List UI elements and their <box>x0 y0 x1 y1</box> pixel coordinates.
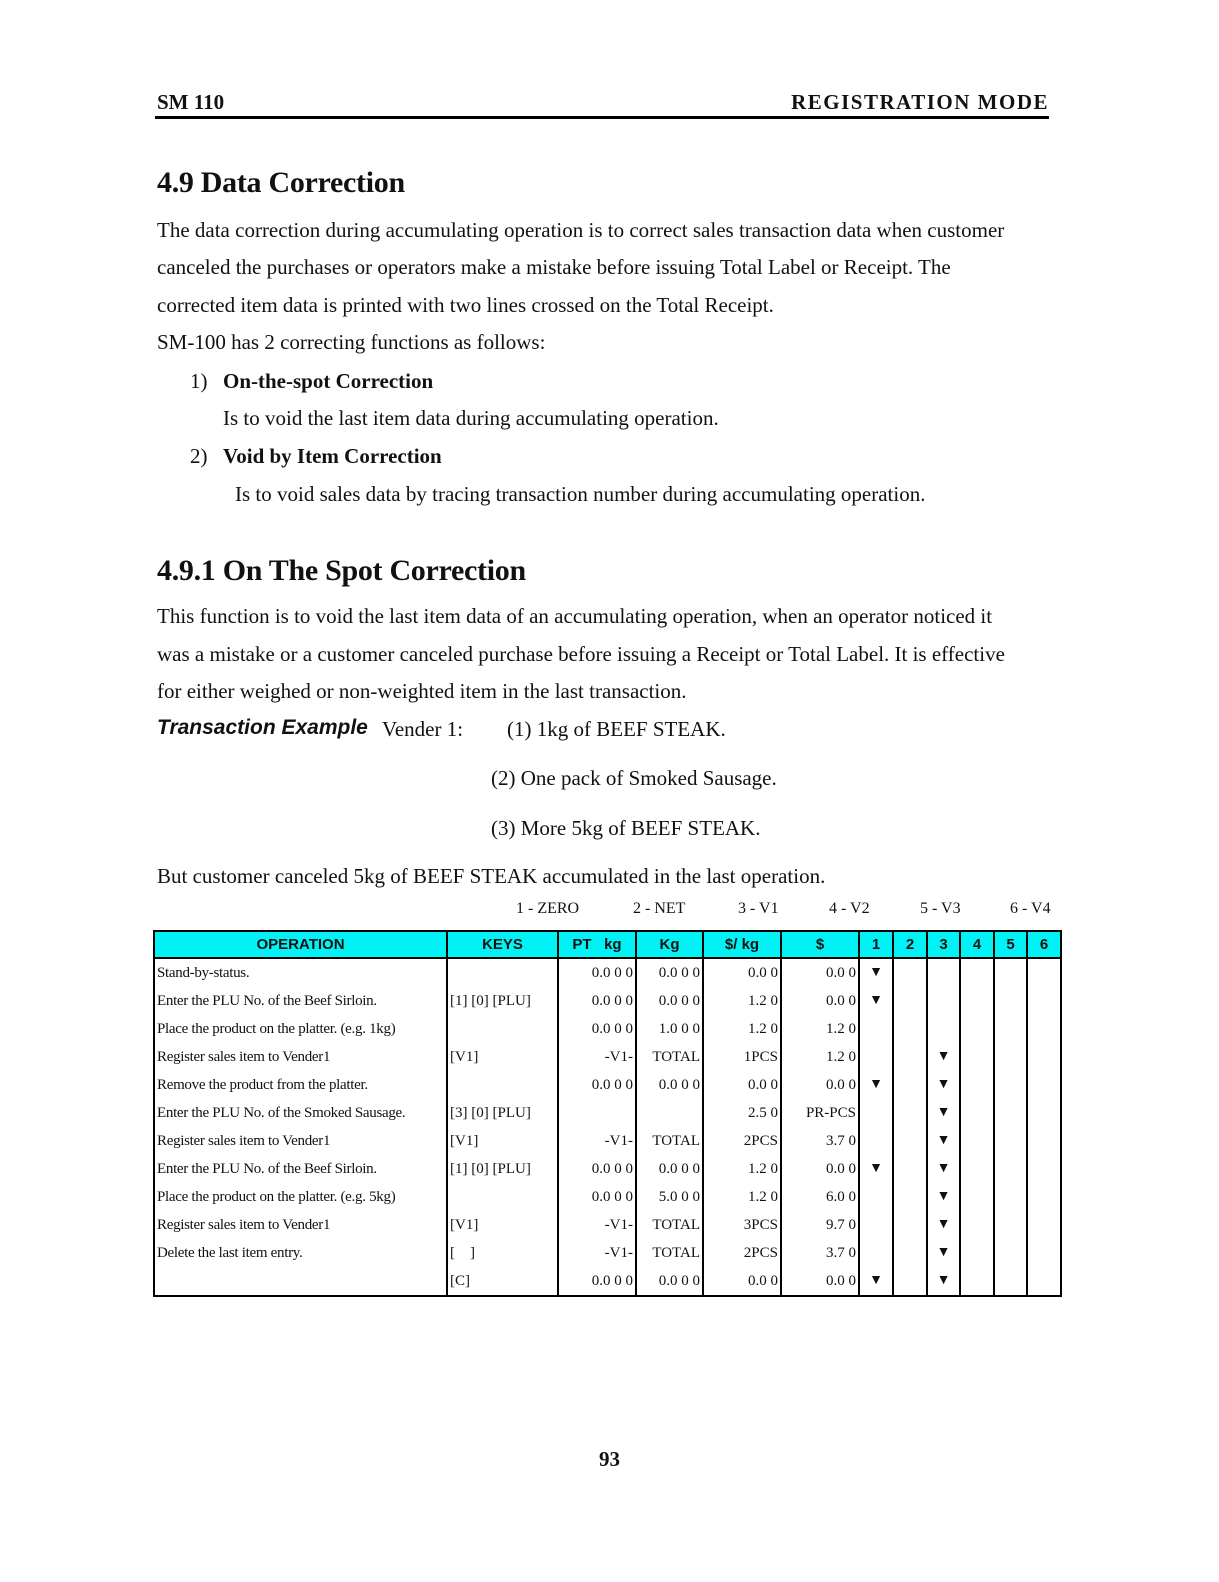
status-label: 6 - V4 <box>1010 900 1051 917</box>
operation-cell: Enter the PLU No. of the Smoked Sausage. <box>154 1099 447 1127</box>
keys-cell: [V1] <box>447 1043 558 1071</box>
pt-kg-cell: -V1- <box>558 1127 636 1155</box>
amount-cell: 0.0 0 <box>781 1267 859 1296</box>
v1-indicator-cell <box>927 1015 960 1043</box>
v2-indicator-cell <box>960 1099 994 1127</box>
v1-indicator-cell: ▼ <box>927 1211 960 1239</box>
column-header-flag-4: 4 <box>960 931 994 958</box>
v2-indicator-cell <box>960 1155 994 1183</box>
operation-cell: Remove the product from the platter. <box>154 1071 447 1099</box>
unit-price-cell: 0.0 0 <box>703 958 781 987</box>
section-line-1: The data correction during accumulating operation is to correct sales transaction data when customer <box>157 218 1005 242</box>
net-indicator-cell <box>893 1183 927 1211</box>
amount-cell: PR-PCS <box>781 1099 859 1127</box>
kg-cell: TOTAL <box>636 1239 703 1267</box>
page-number: 93 <box>599 1447 620 1471</box>
section-line-4: SM-100 has 2 correcting functions as follows: <box>157 330 546 354</box>
operation-cell: Enter the PLU No. of the Beef Sirloin. <box>154 987 447 1015</box>
pt-kg-cell: -V1- <box>558 1239 636 1267</box>
v2-indicator-cell <box>960 1183 994 1211</box>
v3-indicator-cell <box>994 1239 1027 1267</box>
kg-cell <box>636 1099 703 1127</box>
amount-cell: 0.0 0 <box>781 1071 859 1099</box>
list-item-title: Void by Item Correction <box>223 444 442 468</box>
table-row <box>154 1183 1061 1211</box>
kg-cell: 5.0 0 0 <box>636 1183 703 1211</box>
amount-cell: 1.2 0 <box>781 1043 859 1071</box>
kg-cell: 1.0 0 0 <box>636 1015 703 1043</box>
v1-indicator-cell <box>927 987 960 1015</box>
table-row <box>154 1155 1061 1183</box>
v1-indicator-cell: ▼ <box>927 1239 960 1267</box>
table-row <box>154 987 1061 1015</box>
vender-label: Vender 1: <box>382 717 464 741</box>
zero-indicator-cell: ▼ <box>859 987 893 1015</box>
table-row <box>154 1267 1061 1296</box>
column-header-keys: KEYS <box>447 931 558 958</box>
keys-cell: [ ] <box>447 1239 558 1267</box>
column-header-flag-3: 3 <box>927 931 960 958</box>
v3-indicator-cell <box>994 1071 1027 1099</box>
keys-cell <box>447 958 558 987</box>
net-indicator-cell <box>893 1239 927 1267</box>
table-row <box>154 1099 1061 1127</box>
net-indicator-cell <box>893 987 927 1015</box>
operation-cell: Place the product on the platter. (e.g. 1kg) <box>154 1015 447 1043</box>
zero-indicator-cell <box>859 1127 893 1155</box>
unit-price-cell: 1.2 0 <box>703 1155 781 1183</box>
v1-indicator-cell: ▼ <box>927 1071 960 1099</box>
v1-indicator-cell: ▼ <box>927 1043 960 1071</box>
column-header-pt-kg: PT kg <box>558 931 636 958</box>
keys-cell <box>447 1183 558 1211</box>
v4-indicator-cell <box>1027 987 1061 1015</box>
v3-indicator-cell <box>994 1211 1027 1239</box>
list-item-description: Is to void the last item data during accumulating operation. <box>223 406 719 430</box>
net-indicator-cell <box>893 1071 927 1099</box>
v1-indicator-cell: ▼ <box>927 1127 960 1155</box>
column-header-unit-price: $/ kg <box>703 931 781 958</box>
v4-indicator-cell <box>1027 1015 1061 1043</box>
kg-cell: 0.0 0 0 <box>636 987 703 1015</box>
net-indicator-cell <box>893 1127 927 1155</box>
section-line-2: canceled the purchases or operators make a mistake before issuing Total Label or Receipt. The <box>157 255 951 279</box>
column-header-flag-5: 5 <box>994 931 1027 958</box>
v3-indicator-cell <box>994 1155 1027 1183</box>
pt-kg-cell: -V1- <box>558 1043 636 1071</box>
v3-indicator-cell <box>994 1099 1027 1127</box>
unit-price-cell: 1.2 0 <box>703 1183 781 1211</box>
unit-price-cell: 3PCS <box>703 1211 781 1239</box>
kg-cell: TOTAL <box>636 1127 703 1155</box>
column-header-flag-1: 1 <box>859 931 893 958</box>
v1-indicator-cell <box>927 958 960 987</box>
v2-indicator-cell <box>960 1071 994 1099</box>
unit-price-cell: 0.0 0 <box>703 1071 781 1099</box>
table-row <box>154 1071 1061 1099</box>
operation-cell: Register sales item to Vender1 <box>154 1043 447 1071</box>
v3-indicator-cell <box>994 1043 1027 1071</box>
v2-indicator-cell <box>960 958 994 987</box>
pt-kg-cell: -V1- <box>558 1211 636 1239</box>
header-chapter: REGISTRATION MODE <box>791 90 1049 114</box>
transaction-step: (3) More 5kg of BEEF STEAK. <box>491 816 761 840</box>
keys-cell: [V1] <box>447 1211 558 1239</box>
operation-cell: Delete the last item entry. <box>154 1239 447 1267</box>
keys-cell: [V1] <box>447 1127 558 1155</box>
v4-indicator-cell <box>1027 1239 1061 1267</box>
net-indicator-cell <box>893 1267 927 1296</box>
pt-kg-cell <box>558 1099 636 1127</box>
net-indicator-cell <box>893 1043 927 1071</box>
keys-cell <box>447 1015 558 1043</box>
v1-indicator-cell: ▼ <box>927 1183 960 1211</box>
pt-kg-cell: 0.0 0 0 <box>558 958 636 987</box>
operation-cell: Stand-by-status. <box>154 958 447 987</box>
kg-cell: 0.0 0 0 <box>636 1071 703 1099</box>
pt-kg-cell: 0.0 0 0 <box>558 1071 636 1099</box>
column-header-operation: OPERATION <box>154 931 447 958</box>
v2-indicator-cell <box>960 1043 994 1071</box>
amount-cell: 9.7 0 <box>781 1211 859 1239</box>
amount-cell: 6.0 0 <box>781 1183 859 1211</box>
amount-cell: 0.0 0 <box>781 1155 859 1183</box>
v3-indicator-cell <box>994 1183 1027 1211</box>
kg-cell: TOTAL <box>636 1211 703 1239</box>
v3-indicator-cell <box>994 1127 1027 1155</box>
operation-cell: Place the product on the platter. (e.g. 5kg) <box>154 1183 447 1211</box>
transaction-step: (1) 1kg of BEEF STEAK. <box>507 717 726 741</box>
v4-indicator-cell <box>1027 1071 1061 1099</box>
pt-kg-cell: 0.0 0 0 <box>558 1015 636 1043</box>
net-indicator-cell <box>893 958 927 987</box>
column-header-flag-6: 6 <box>1027 931 1061 958</box>
net-indicator-cell <box>893 1099 927 1127</box>
operation-cell: Register sales item to Vender1 <box>154 1127 447 1155</box>
v4-indicator-cell <box>1027 1183 1061 1211</box>
v4-indicator-cell <box>1027 1043 1061 1071</box>
table-header-row <box>154 931 1061 958</box>
operation-cell: Register sales item to Vender1 <box>154 1211 447 1239</box>
transaction-step: (2) One pack of Smoked Sausage. <box>491 766 777 790</box>
pt-kg-cell: 0.0 0 0 <box>558 987 636 1015</box>
zero-indicator-cell <box>859 1015 893 1043</box>
subsection-title: 4.9.1 On The Spot Correction <box>157 554 526 587</box>
net-indicator-cell <box>893 1015 927 1043</box>
unit-price-cell: 2.5 0 <box>703 1099 781 1127</box>
unit-price-cell: 1.2 0 <box>703 987 781 1015</box>
section-line-3: corrected item data is printed with two lines crossed on the Total Receipt. <box>157 293 774 317</box>
v1-indicator-cell: ▼ <box>927 1099 960 1127</box>
header-rule <box>155 116 1049 119</box>
list-item-number: 1) <box>190 369 208 393</box>
unit-price-cell: 0.0 0 <box>703 1267 781 1296</box>
zero-indicator-cell: ▼ <box>859 1071 893 1099</box>
table-row <box>154 1043 1061 1071</box>
zero-indicator-cell <box>859 1183 893 1211</box>
v4-indicator-cell <box>1027 1211 1061 1239</box>
status-label: 2 - NET <box>633 900 686 917</box>
kg-cell: 0.0 0 0 <box>636 958 703 987</box>
operation-table-body <box>154 958 1061 1296</box>
v3-indicator-cell <box>994 987 1027 1015</box>
amount-cell: 1.2 0 <box>781 1015 859 1043</box>
unit-price-cell: 1.2 0 <box>703 1015 781 1043</box>
amount-cell: 3.7 0 <box>781 1127 859 1155</box>
list-item-title: On-the-spot Correction <box>223 369 434 393</box>
net-indicator-cell <box>893 1155 927 1183</box>
subsection-line-1: This function is to void the last item data of an accumulating operation, when an operator noticed it <box>157 604 993 628</box>
table-row <box>154 1239 1061 1267</box>
pt-kg-cell: 0.0 0 0 <box>558 1267 636 1296</box>
table-row <box>154 1127 1061 1155</box>
running-header <box>157 90 1049 116</box>
net-indicator-cell <box>893 1211 927 1239</box>
v3-indicator-cell <box>994 1267 1027 1296</box>
list-item-number: 2) <box>190 444 208 468</box>
zero-indicator-cell: ▼ <box>859 1155 893 1183</box>
v4-indicator-cell <box>1027 958 1061 987</box>
kg-cell: 0.0 0 0 <box>636 1267 703 1296</box>
operation-table <box>153 930 1062 1297</box>
cancel-summary: But customer canceled 5kg of BEEF STEAK accumulated in the last operation. <box>157 864 826 888</box>
zero-indicator-cell <box>859 1211 893 1239</box>
status-label: 1 - ZERO <box>516 900 580 917</box>
keys-cell: [1] [0] [PLU] <box>447 1155 558 1183</box>
status-label: 5 - V3 <box>920 900 961 917</box>
v4-indicator-cell <box>1027 1127 1061 1155</box>
column-header-kg: Kg <box>636 931 703 958</box>
kg-cell: TOTAL <box>636 1043 703 1071</box>
transaction-example-label: Transaction Example <box>157 716 368 739</box>
subsection-line-2: was a mistake or a customer canceled purchase before issuing a Receipt or Total Label. It is effective <box>157 642 1005 666</box>
table-row <box>154 958 1061 987</box>
v4-indicator-cell <box>1027 1267 1061 1296</box>
unit-price-cell: 2PCS <box>703 1239 781 1267</box>
zero-indicator-cell <box>859 1043 893 1071</box>
zero-indicator-cell: ▼ <box>859 958 893 987</box>
table-row <box>154 1015 1061 1043</box>
v1-indicator-cell: ▼ <box>927 1155 960 1183</box>
header-model: SM 110 <box>157 90 225 114</box>
list-item-description: Is to void sales data by tracing transaction number during accumulating operation. <box>235 482 926 506</box>
kg-cell: 0.0 0 0 <box>636 1155 703 1183</box>
zero-indicator-cell: ▼ <box>859 1267 893 1296</box>
keys-cell: [3] [0] [PLU] <box>447 1099 558 1127</box>
column-header-amount: $ <box>781 931 859 958</box>
keys-cell: [1] [0] [PLU] <box>447 987 558 1015</box>
column-header-flag-2: 2 <box>893 931 927 958</box>
table-row <box>154 1211 1061 1239</box>
v3-indicator-cell <box>994 1015 1027 1043</box>
v2-indicator-cell <box>960 1239 994 1267</box>
v2-indicator-cell <box>960 1015 994 1043</box>
pt-kg-cell: 0.0 0 0 <box>558 1183 636 1211</box>
v3-indicator-cell <box>994 958 1027 987</box>
status-label: 4 - V2 <box>829 900 870 917</box>
amount-cell: 0.0 0 <box>781 958 859 987</box>
amount-cell: 3.7 0 <box>781 1239 859 1267</box>
zero-indicator-cell <box>859 1099 893 1127</box>
v2-indicator-cell <box>960 1211 994 1239</box>
section-title: 4.9 Data Correction <box>157 166 405 199</box>
keys-cell <box>447 1071 558 1099</box>
amount-cell: 0.0 0 <box>781 987 859 1015</box>
v4-indicator-cell <box>1027 1099 1061 1127</box>
operation-cell <box>154 1267 447 1296</box>
v1-indicator-cell: ▼ <box>927 1267 960 1296</box>
unit-price-cell: 1PCS <box>703 1043 781 1071</box>
v2-indicator-cell <box>960 1267 994 1296</box>
pt-kg-cell: 0.0 0 0 <box>558 1155 636 1183</box>
v2-indicator-cell <box>960 1127 994 1155</box>
operation-cell: Enter the PLU No. of the Beef Sirloin. <box>154 1155 447 1183</box>
unit-price-cell: 2PCS <box>703 1127 781 1155</box>
status-label: 3 - V1 <box>738 900 779 917</box>
keys-cell: [C] <box>447 1267 558 1296</box>
v4-indicator-cell <box>1027 1155 1061 1183</box>
subsection-line-3: for either weighed or non-weighted item in the last transaction. <box>157 679 687 703</box>
zero-indicator-cell <box>859 1239 893 1267</box>
v2-indicator-cell <box>960 987 994 1015</box>
